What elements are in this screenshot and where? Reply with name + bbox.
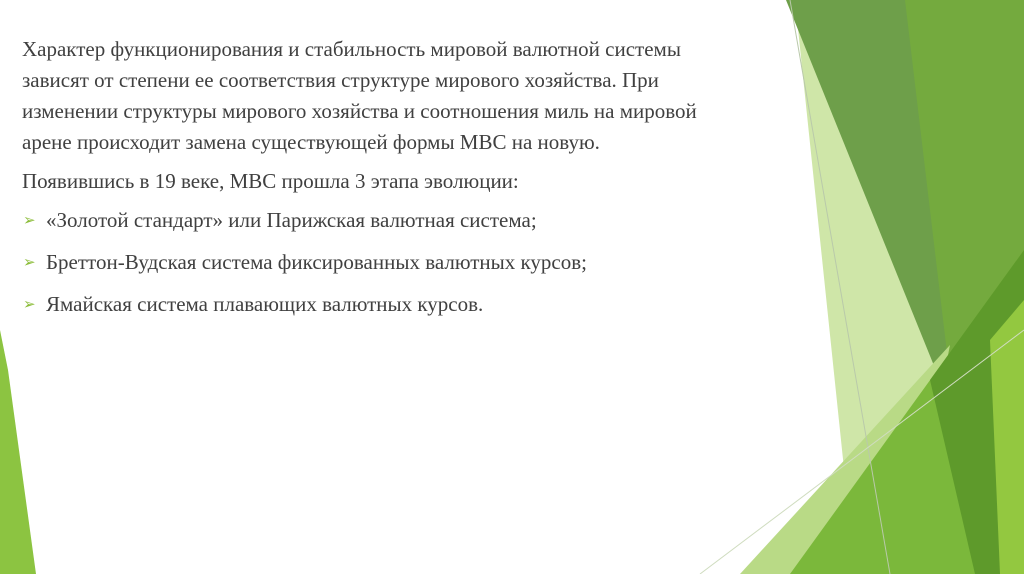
list-item-text: «Золотой стандарт» или Парижская валютная система; bbox=[46, 208, 537, 232]
left-edge-sliver bbox=[0, 330, 36, 574]
arrowhead-bullet-icon: ➢ bbox=[23, 295, 36, 313]
list-item bbox=[22, 289, 742, 320]
slide-body bbox=[22, 34, 742, 331]
paragraph-intro: Характер функционирования и стабильность мировой валютной системы зависят от степени ее соответствия структуре мирового хозяйства. При изменении структуры мирового хозяйства и соотношения миль на мировой арене происходит замена существующей формы МВС на новую. bbox=[22, 37, 697, 154]
list-item-text: Бреттон-Вудская система фиксированных валютных курсов; bbox=[46, 250, 587, 274]
list-item bbox=[22, 205, 742, 236]
list-item bbox=[22, 247, 742, 278]
paragraph-evolution: Появившись в 19 веке, МВС прошла 3 этапа эволюции: bbox=[22, 169, 519, 193]
arrowhead-bullet-icon: ➢ bbox=[23, 211, 36, 229]
arrowhead-bullet-icon: ➢ bbox=[23, 253, 36, 271]
list-item-text: Ямайская система плавающих валютных курсов. bbox=[46, 292, 484, 316]
bullet-list bbox=[22, 205, 742, 320]
